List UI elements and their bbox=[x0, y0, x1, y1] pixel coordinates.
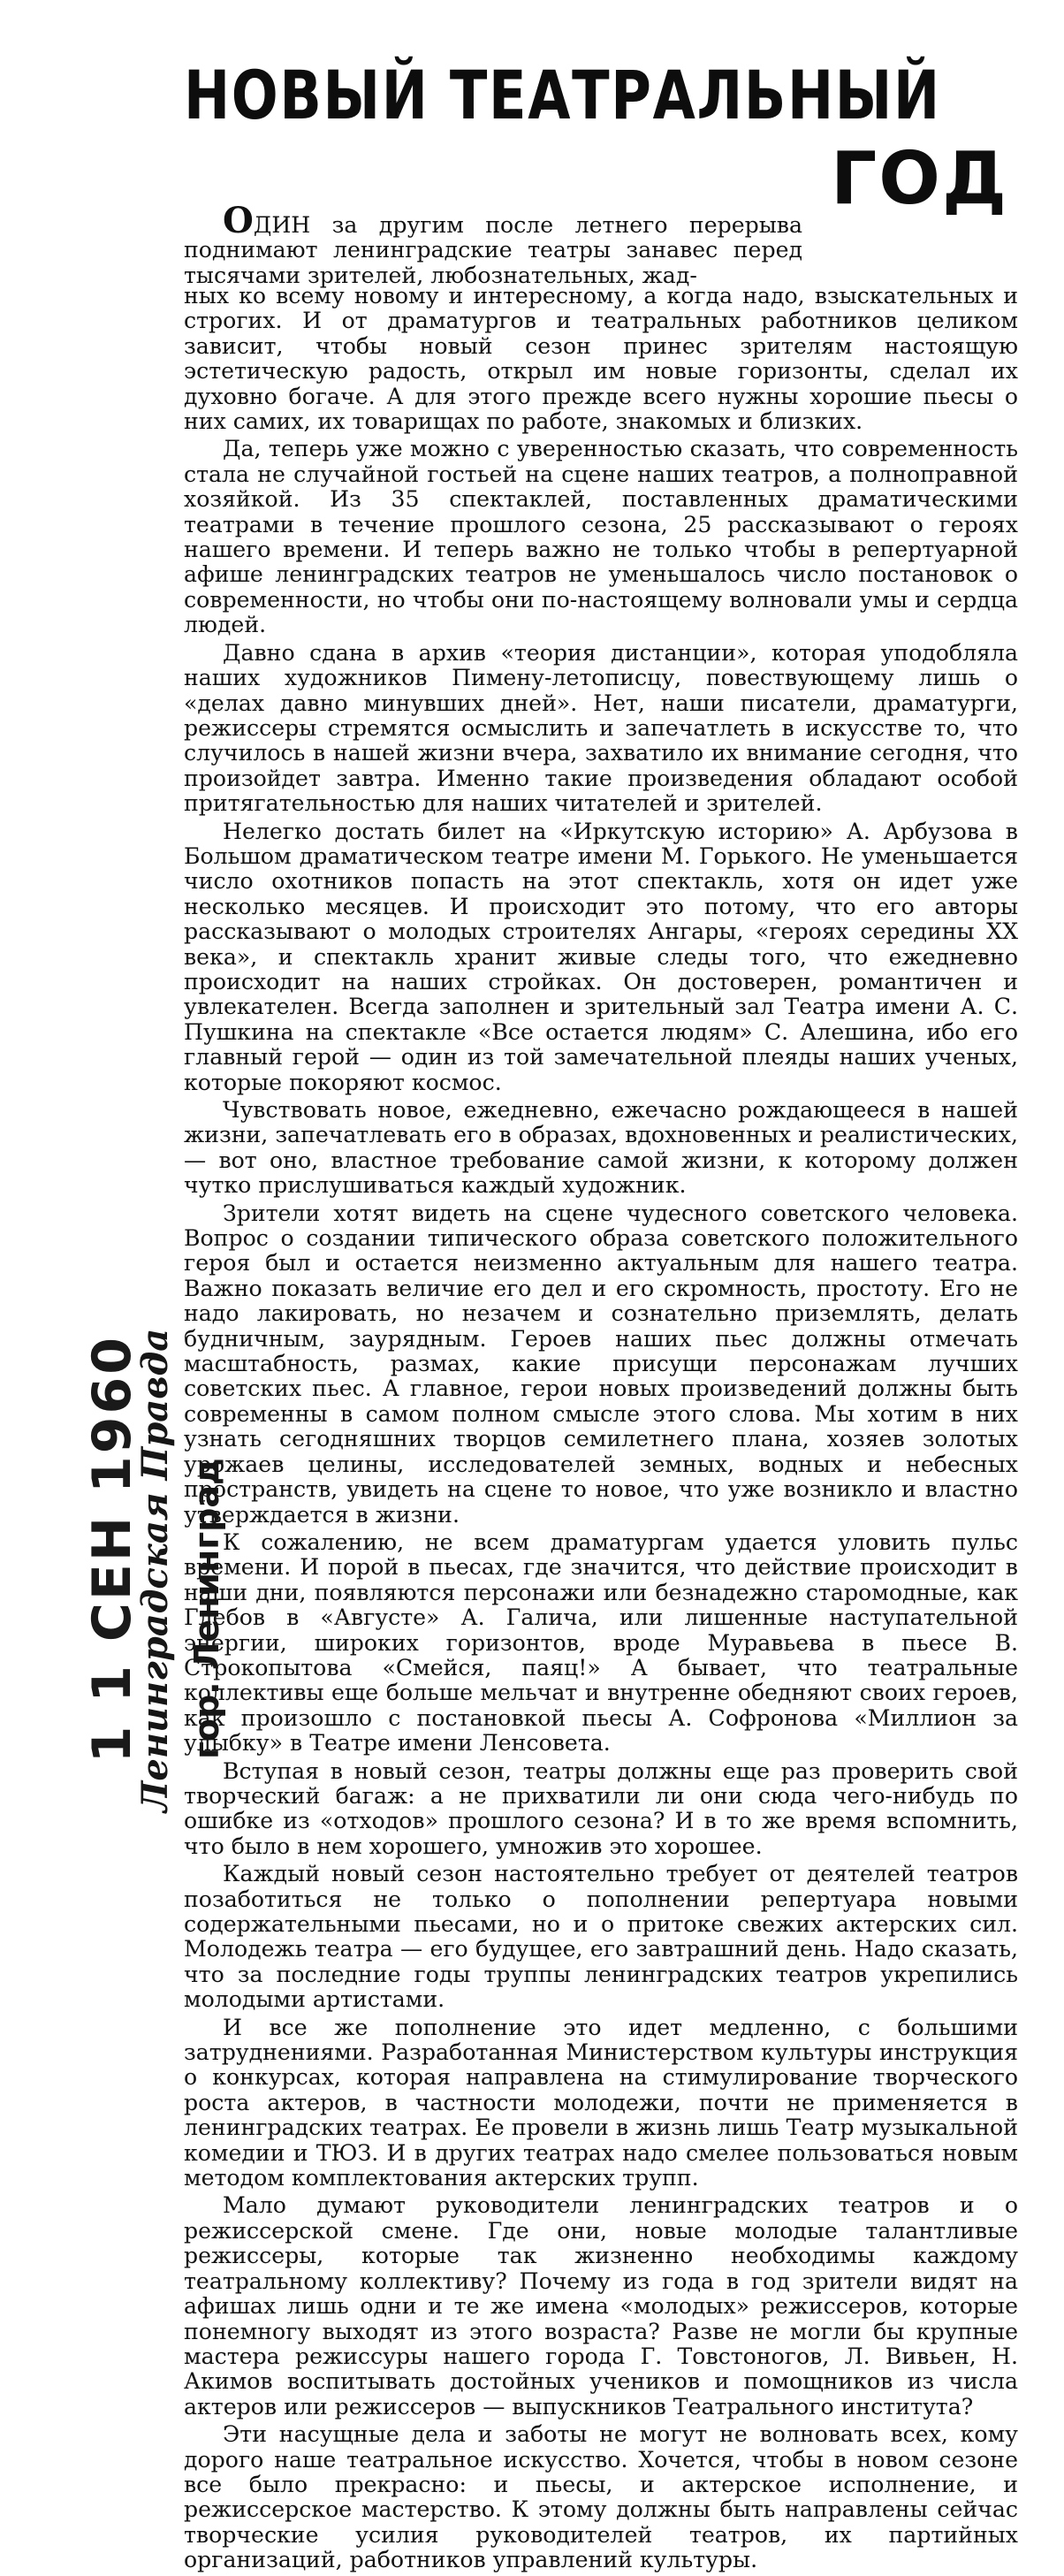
article-paragraph-9: Каждый новый сезон настоятельно требует от деятелей театров позаботиться не только о пополнении репертуара новыми содержательными пьесами, но и о притоке свежих актерских сил. Молодежь театра — его будущее, его завтрашний день. Надо сказать, что за последние годы труппы ленинградских театров укрепились молодыми артистами. bbox=[184, 1861, 1018, 2013]
article-paragraph-5: Чувствовать новое, ежедневно, ежечасно рождающееся в нашей жизни, запечатлевать его в образах, вдохновенных и реалистических, — вот оно, властное требование самой жизни, к которому должен чутко прислушиваться каждый художник. bbox=[184, 1097, 1018, 1199]
article-paragraph-7: К сожалению, не всем драматургам удается уловить пульс времени. И порой в пьесах, где значится, что действие происходит в наши дни, появляются персонажи или безнадежно старомодные, как Глебов в «Августе» А. Галича, или лишенные наступательной энергии, широких горизонтов, вроде Муравьева в пьесе В. Строкопытова «Смейся, паяц!» А бывает, что театральные коллективы еще больше мельчат и внутренне обедняют своих героев, как произошло с постановкой пьесы А. Софронова «Миллион за улыбку» в Театре имени Ленсовета. bbox=[184, 1528, 1018, 1757]
lead-text: ДИН за другим после летнего перерыва поднимают ленинградские театры занавес перед тысячами зрителей, любознательных, жад- bbox=[184, 212, 802, 288]
article-paragraph-10: И все же пополнение это идет медленно, с большими затруднениями. Разработанная Министерством культуры инструкция о конкурсах, которая направлена на стимулирование творческого роста актеров, в частности молодежи, почти не применяется в ленинградских театрах. Ее провели в жизнь лишь Театр музыкальной комедии и ТЮЗ. И в других театрах надо смелее пользоваться новым методом комплектования актерских трупп. bbox=[184, 2014, 1018, 2191]
stamp-newspaper-name: Ленинградская Правда bbox=[134, 1328, 176, 1812]
article-paragraph-1: ных ко всему новому и интересному, а когда надо, взыскательных и строгих. И от драматургов и театральных работников целиком зависит, чтобы новый сезон принес зрителям настоящую эстетическую радость, открыл им новые горизонты, сделал их духовно богаче. А для этого прежде всего нужны хорошие пьесы о них самих, их товарищах по работе, знакомых и близких. bbox=[184, 283, 1018, 435]
newspaper-clipping bbox=[159, 46, 1043, 2573]
article-paragraph-4: Нелегко достать билет на «Иркутскую историю» А. Арбузова в Большом драматическом театре имени М. Горького. Не уменьшается число охотников попасть на этот спектакль, хотя он идет уже несколько месяцев. И происходит это потому, что его авторы рассказывают о молодых строителях Ангары, «героях середины XX века», и спектакль хранит живые следы того, что ежедневно происходит на наших стройках. Он достоверен, романтичен и увлекателен. Всегда заполнен и зрительный зал Театра имени А. С. Пушкина на спектакле «Все остается людям» С. Алешина, ибо его главный герой — один из той замечательной плеяды наших ученых, которые покоряют космос. bbox=[184, 818, 1018, 1095]
article-paragraph-2: Да, теперь уже можно с уверенностью сказать, что современность стала не случайной гостьей на сцене наших театров, а полноправной хозяйкой. Из 35 спектаклей, поставленных драматическими театрами в течение прошлого сезона, 25 рассказывают о героях нашего времени. И теперь важно не только чтобы в репертуарной афише ленинградских театров не уменьшалось число постановок о современности, но чтобы они по-настоящему волновали умы и сердца людей. bbox=[184, 436, 1018, 638]
lead-paragraph bbox=[184, 200, 802, 288]
stamp-city: гор. Ленинград bbox=[187, 1458, 226, 1759]
article-paragraph-11: Мало думают руководители ленинградских театров и о режиссерской смене. Где они, новые молодые талантливые режиссеры, которые так жизненно необходимы каждому театральному коллективу? Почему из года в год зрители видят на афишах лишь одни и те же имена «молодых» режиссеров, которые понемногу выходят из этого возраста? Разве не могли бы крупные мастера режиссуры нашего города Г. Товстоногов, Л. Вивьен, Н. Акимов воспитывать достойных учеников и помощников из числа актеров или режиссеров — выпускников Театрального института? bbox=[184, 2192, 1018, 2420]
article-paragraph-12: Эти насущные дела и заботы не могут не волновать всех, кому дорого наше театральное искусство. Хочется, чтобы в новом сезоне все было прекрасно: и пьесы, и актерское исполнение, и режиссерское мастерство. К этому должны быть направлены сейчас творческие усилия руководителей театров, их партийных организаций, работников управлений культуры. bbox=[184, 2421, 1018, 2573]
article-paragraph-8: Вступая в новый сезон, театры должны еще раз проверить свой творческий багаж: а не прихватили ли они сюда чего-нибудь по ошибке из «отходов» прошлого сезона? И в то же время вспомнить, что было в нем хорошего, умножив это хорошее. bbox=[184, 1757, 1018, 1859]
article-paragraph-3: Давно сдана в архив «теория дистанции», которая уподобляла наших художников Пимену-летописцу, повествующему лишь о «делах давно минувших дней». Нет, наши писатели, драматурги, режиссеры стремятся осмыслить и запечатлеть в искусстве то, что случилось в нашей жизни вчера, захватило их внимание сегодня, что произойдет завтра. Именно такие произведения обладают особой притягательностью для наших читателей и зрителей. bbox=[184, 639, 1018, 817]
headline-line-1: НОВЫЙ ТЕАТРАЛЬНЫЙ bbox=[184, 56, 941, 134]
article-body bbox=[184, 284, 1018, 2576]
drop-cap: О bbox=[223, 200, 254, 241]
headline-line-2: ГОД bbox=[831, 137, 1008, 221]
article-paragraph-6: Зрители хотят видеть на сцене чудесного советского человека. Вопрос о создании типического образа советского положительного героя был и остается неизменно актуальным для нашего театра. Важно показать величие его дел и его скромность, простоту. Его не надо лакировать, но незачем и сознательно приземлять, делать будничным, заурядным. Героев наших пьес должны отмечать масштабность, размах, какие присущи персонажам лучших советских пьес. А главное, герои новых произведений должны быть современны в самом полном смысле этого слова. Мы хотим в них узнать сегодняшних творцов семилетнего плана, хозяев золотых урожаев целины, исследователей земных, водных и небесных пространств, увидеть на сцене то новое, что уже возникло и властно утверждается в жизни. bbox=[184, 1200, 1018, 1528]
stamp-date: 1 1 СЕН 1960 bbox=[81, 1335, 143, 1764]
archive-stamp bbox=[81, 1328, 258, 1812]
